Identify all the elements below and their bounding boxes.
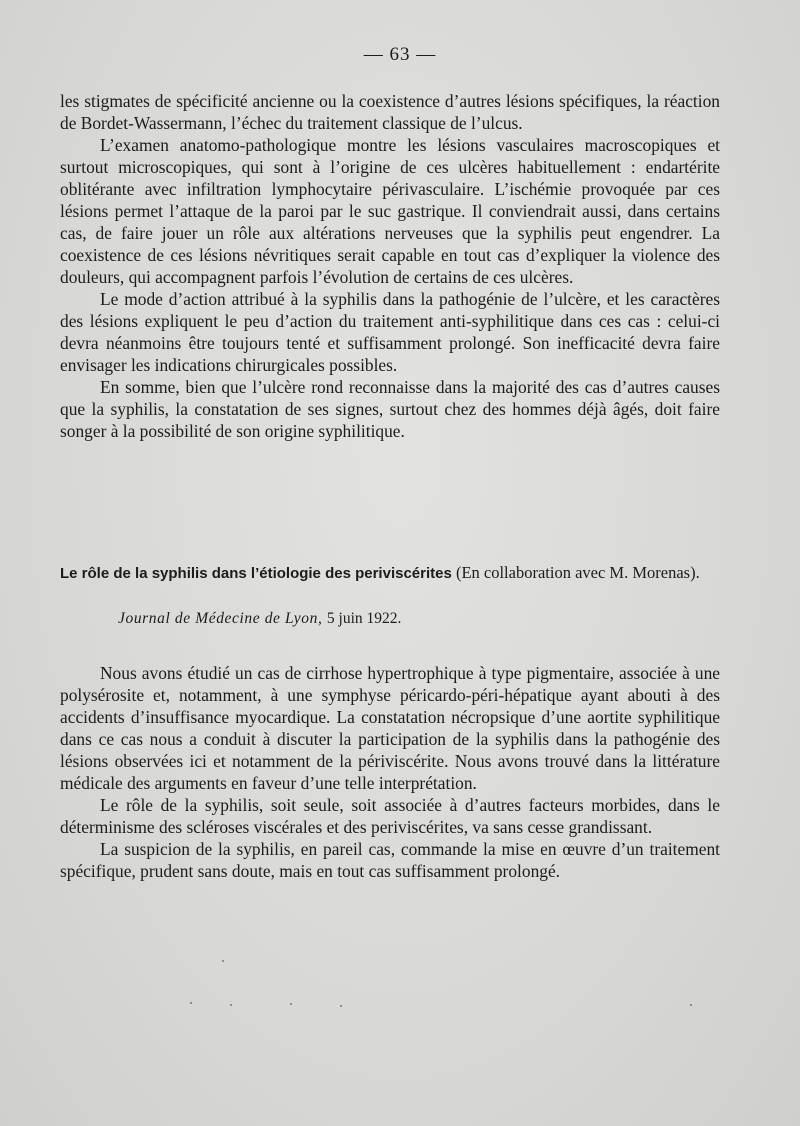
citation-date: 5 juin 1922. bbox=[326, 610, 402, 627]
section-heading bbox=[60, 562, 720, 585]
print-speck bbox=[690, 1004, 692, 1006]
intro-paragraph-3: Le mode d’action attribué à la syphilis dans la pathogénie de l’ulcère, et les caractères des lésions expliquent le peu d’action du traitement anti-syphilitique dans ces cas : celui-ci devra néanmoins être toujours tenté et suffisamment prolongé. Son inefficacité devra faire envisager les indications chirurgicales possibles. bbox=[60, 289, 720, 375]
intro-text-block bbox=[60, 90, 720, 442]
print-speck bbox=[290, 1003, 292, 1005]
section-paragraph-3: La suspicion de la syphilis, en pareil cas, commande la mise en œuvre d’un traitement spécifique, prudent sans doute, mais en tout cas suffisamment prolongé. bbox=[60, 839, 720, 881]
section-collaboration: (En collaboration avec M. Morenas). bbox=[455, 563, 700, 582]
print-speck bbox=[340, 1005, 342, 1007]
section-paragraph-2: Le rôle de la syphilis, soit seule, soit associée à d’autres facteurs morbides, dans le déterminisme des scléroses viscérales et des periviscérites, va sans cesse grandissant. bbox=[60, 795, 720, 837]
citation-journal: Journal de Médecine de Lyon, bbox=[118, 610, 323, 627]
intro-paragraph-1: les stigmates de spécificité ancienne ou la coexistence d’autres lésions spécifiques, la réaction de Bordet-Wassermann, l’échec du traitement classique de l’ulcus. bbox=[60, 91, 720, 133]
print-speck bbox=[222, 960, 224, 962]
page-number: — 63 — bbox=[363, 44, 437, 65]
print-speck bbox=[230, 1004, 232, 1006]
section-title: Le rôle de la syphilis dans l’étiologie des periviscérites bbox=[60, 565, 452, 582]
section-paragraph-1: Nous avons étudié un cas de cirrhose hypertrophique à type pigmentaire, associée à une polysérosite et, notamment, à une symphyse péricardo-péri-hépatique ayant abouti à des accidents d’insuffisance myocardique. La constatation nécropsique d’une aortite syphilitique dans ce cas nous a conduit à discuter la participation de la syphilis dans la pathogénie des lésions observées ici et notamment de la périviscérite. Nous avons trouvé dans la littérature médicale des arguments en faveur d’une telle interprétation. bbox=[60, 663, 720, 793]
journal-citation bbox=[118, 610, 401, 628]
intro-paragraph-2: L’examen anatomo-pathologique montre les lésions vasculaires macroscopiques et surtout microscopiques, qui sont à l’origine de ces ulcères habituellement : endartérite oblitérante avec infiltration lymphocytaire périvasculaire. L’ischémie provoquée par ces lésions permet l’attaque de la paroi par le suc gastrique. Il conviendrait aussi, dans certains cas, de faire jouer un rôle aux altérations nerveuses que la syphilis peut engendrer. La coexistence de ces lésions névritiques serait capable en tout cas d’expliquer la violence des douleurs, qui accompagnent parfois l’évolution de certains de ces ulcères. bbox=[60, 135, 720, 287]
print-speck bbox=[190, 1002, 192, 1004]
intro-paragraph-4: En somme, bien que l’ulcère rond reconnaisse dans la majorité des cas d’autres causes que la syphilis, la constatation de ses signes, surtout chez des hommes déjà âgés, doit faire songer à la possibilité de son origine syphilitique. bbox=[60, 377, 720, 441]
section-text-block bbox=[60, 662, 720, 882]
